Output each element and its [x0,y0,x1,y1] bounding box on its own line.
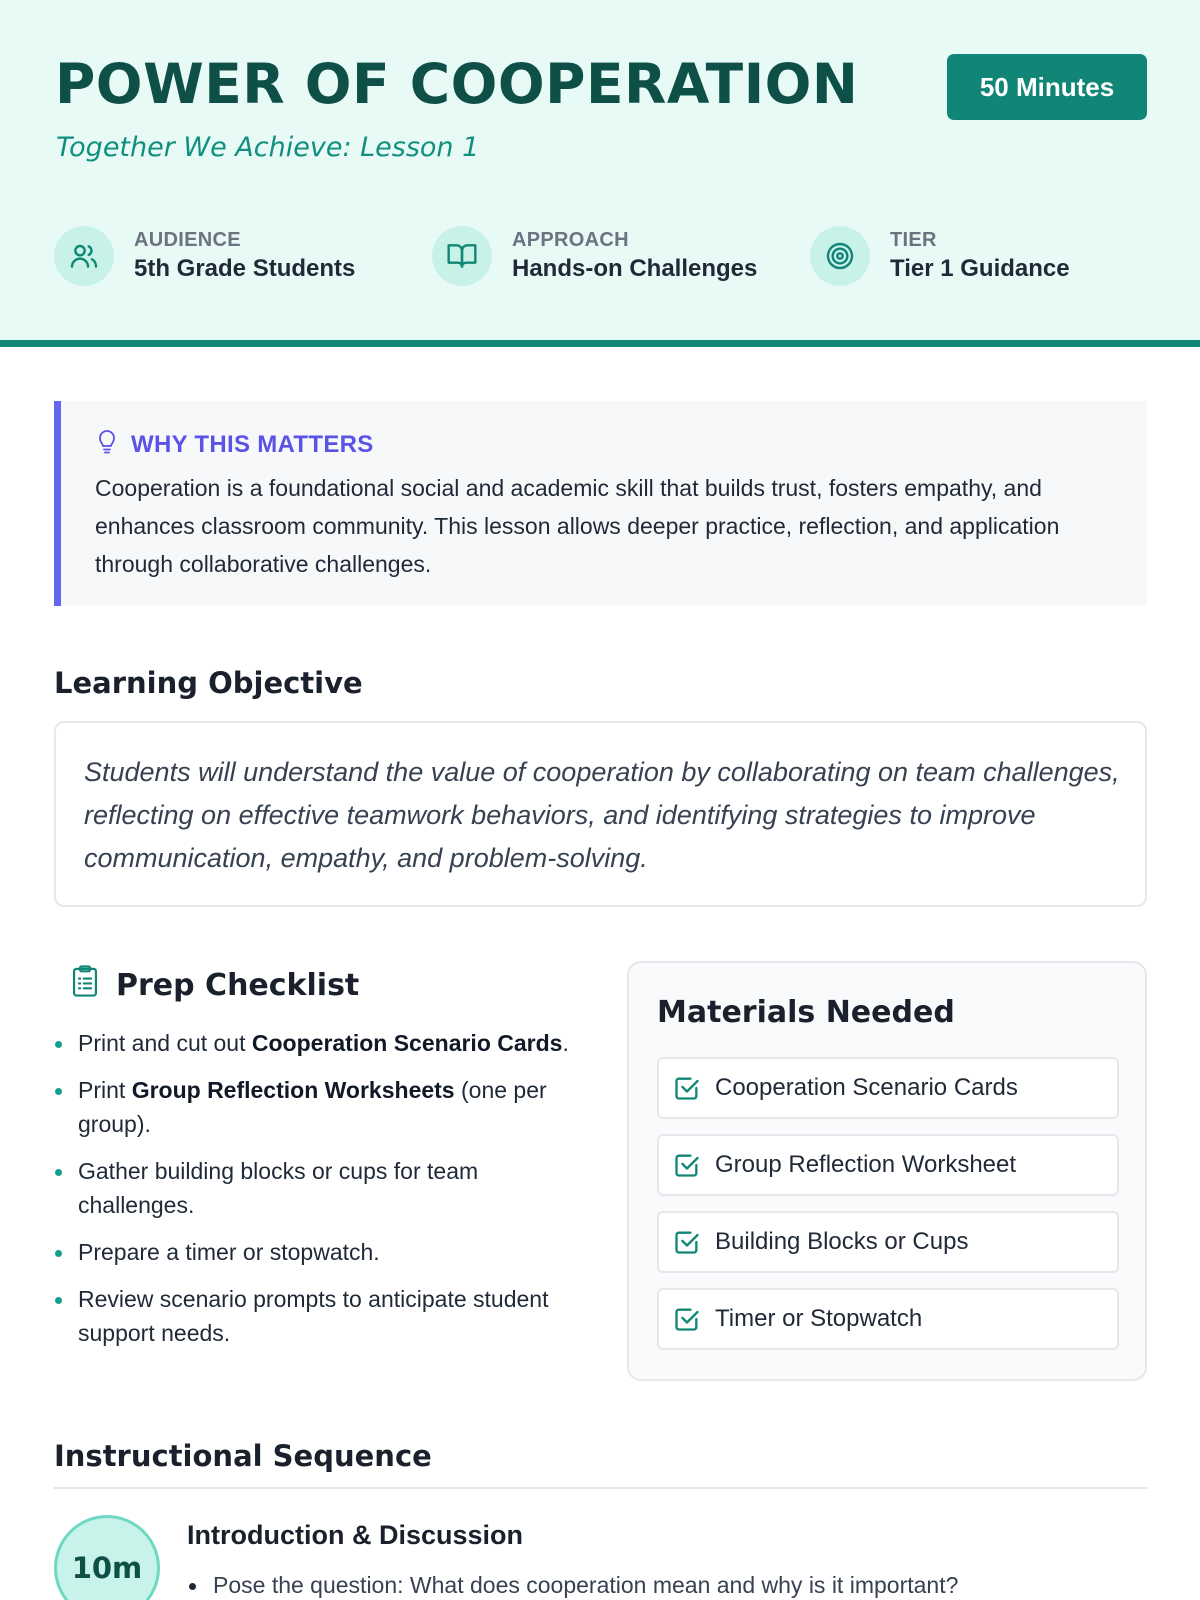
prep-item: Print and cut out Cooperation Scenario Cards. [54,1026,594,1060]
material-item [657,1134,1119,1196]
step-title: Introduction & Discussion [187,1520,524,1550]
step-bullets [187,1568,1147,1600]
target-icon [810,226,870,286]
material-label: Cooperation Scenario Cards [715,1074,1018,1101]
prep-list [54,1026,594,1363]
lesson-subtitle: Together We Achieve: Lesson 1 [56,132,480,163]
meta-label: AUDIENCE [134,229,241,251]
why-text: Cooperation is a foundational social and academic skill that builds trust, fosters empathy, and enhances classroom community. This lesson allows deeper practice, reflection, and application through collaborative challenges. [95,475,1060,577]
meta-value: Tier 1 Guidance [890,255,1070,282]
material-item [657,1057,1119,1119]
meta-label: APPROACH [512,229,629,251]
material-item [657,1211,1119,1273]
why-label: WHY THIS MATTERS [131,430,374,458]
meta-label: TIER [890,229,937,251]
check-square-icon [673,1151,701,1179]
check-square-icon [673,1074,701,1102]
divider [54,1487,1147,1489]
materials-card [627,961,1147,1381]
material-label: Group Reflection Worksheet [715,1151,1017,1178]
material-label: Timer or Stopwatch [715,1305,923,1332]
book-open-icon [432,226,492,286]
prep-heading: Prep Checklist [116,967,360,1003]
clipboard-icon [70,964,100,1006]
lesson-title: POWER OF COOPERATION [55,52,859,116]
prep-item-emphasis: Group Reflection Worksheets [131,1077,455,1103]
meta-approach [432,226,757,286]
step-bullet: Pose the question: What does cooperation mean and why is it important? [187,1568,1147,1600]
materials-heading: Materials Needed [657,995,955,1030]
material-item [657,1288,1119,1350]
check-square-icon [673,1305,701,1333]
prep-item: Review scenario prompts to anticipate student support needs. [54,1282,594,1350]
meta-tier [810,226,1070,286]
prep-item-emphasis: Cooperation Scenario Cards [251,1030,563,1056]
prep-checklist-header [54,964,359,1006]
duration-badge: 50 Minutes [947,54,1147,120]
meta-value: 5th Grade Students [134,255,356,282]
users-icon [54,226,114,286]
check-square-icon [673,1228,701,1256]
objective-card [54,721,1147,907]
prep-item: Print Group Reflection Worksheets (one per group). [54,1073,594,1141]
lesson-header [0,0,1200,347]
material-label: Building Blocks or Cups [715,1228,969,1255]
prep-item: Gather building blocks or cups for team challenges. [54,1154,594,1222]
objective-heading: Learning Objective [54,666,363,700]
prep-item: Prepare a timer or stopwatch. [54,1235,594,1269]
lightbulb-icon [95,429,119,460]
meta-audience [54,226,355,286]
step-time-badge: 10m [54,1515,160,1600]
objective-text: Students will understand the value of cooperation by collaborating on team challenges, reflecting on effective teamwork behaviors, and identifying strategies to improve communication, empathy, and problem-solving. [84,757,1120,873]
meta-value: Hands-on Challenges [512,255,758,282]
why-this-matters-callout [54,401,1147,606]
sequence-heading: Instructional Sequence [54,1439,432,1473]
